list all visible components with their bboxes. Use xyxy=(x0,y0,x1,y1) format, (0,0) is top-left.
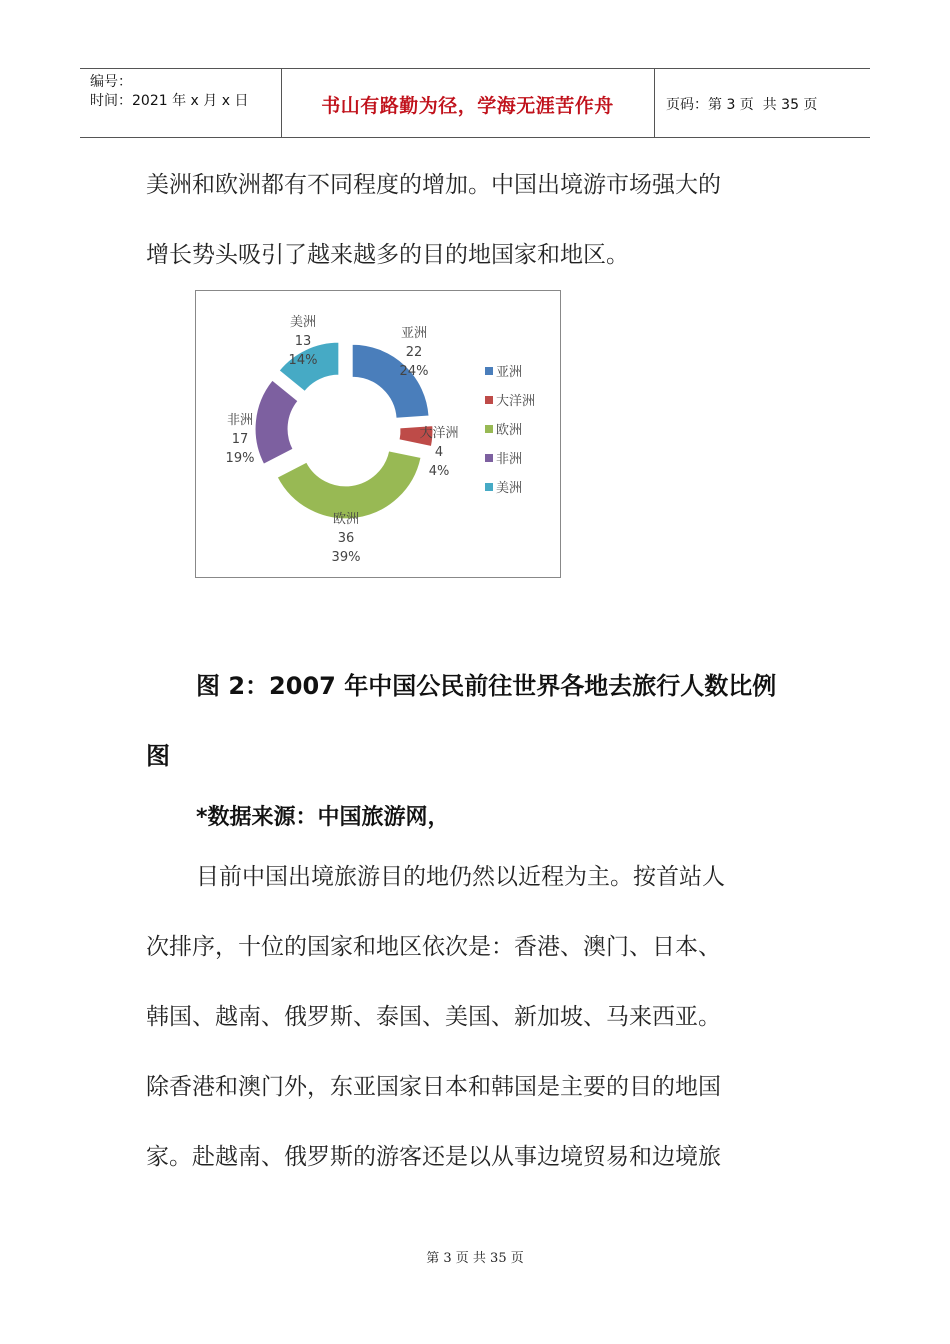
pie-slice-2 xyxy=(277,451,421,519)
slice-label-value: 4 xyxy=(434,445,444,460)
slice-label-name: 亚洲 xyxy=(400,326,428,341)
slice-label-name: 非洲 xyxy=(226,413,254,428)
data-source-note: *数据来源：中国旅游网， xyxy=(196,805,450,830)
legend-label: 亚洲 xyxy=(496,365,523,380)
paragraph-line: 增长势头吸引了越来越多的目的地国家和地区。 xyxy=(146,242,629,268)
slice-label-value: 36 xyxy=(337,531,355,546)
slice-label-value: 17 xyxy=(231,432,249,447)
slice-label-name: 欧洲 xyxy=(332,512,360,527)
header-divider xyxy=(654,69,655,137)
date-label: 时间：2021 年 x 月 x 日 xyxy=(90,93,249,109)
figure-caption-continued: 图 xyxy=(146,742,170,770)
paragraph-line: 除香港和澳门外，东亚国家日本和韩国是主要的目的地国 xyxy=(146,1074,721,1100)
legend-swatch xyxy=(485,367,493,375)
slice-label-percent: 24% xyxy=(399,364,429,379)
slice-label-percent: 14% xyxy=(288,353,318,368)
slice-label-percent: 39% xyxy=(331,550,361,565)
legend-label: 大洋洲 xyxy=(496,394,536,409)
page-footer: 第 3 页 共 35 页 xyxy=(426,1251,524,1266)
legend-label: 非洲 xyxy=(496,452,523,467)
slice-label-value: 22 xyxy=(405,345,423,360)
slice-label-percent: 19% xyxy=(225,451,255,466)
legend-label: 美洲 xyxy=(496,481,523,496)
legend-swatch xyxy=(485,454,493,462)
slice-label-name: 美洲 xyxy=(289,315,317,330)
header-page-info: 页码：第 3 页 共 35 页 xyxy=(666,97,818,113)
slice-label-percent: 4% xyxy=(428,464,450,479)
legend-label: 欧洲 xyxy=(496,423,523,438)
page-header xyxy=(80,68,870,138)
paragraph-line: 次排序，十位的国家和地区依次是：香港、澳门、日本、 xyxy=(146,934,721,960)
legend-swatch xyxy=(485,483,493,491)
legend-swatch xyxy=(485,425,493,433)
doc-number-label: 编号： xyxy=(90,74,132,90)
pie-chart xyxy=(195,290,561,578)
slice-label-value: 13 xyxy=(294,334,312,349)
pie-slice-3 xyxy=(255,380,298,464)
header-motto: 书山有路勤为径，学海无涯苦作舟 xyxy=(321,95,614,117)
paragraph-line: 目前中国出境旅游目的地仍然以近程为主。按首站人 xyxy=(196,864,725,890)
paragraph-line: 韩国、越南、俄罗斯、泰国、美国、新加坡、马来西亚。 xyxy=(146,1004,721,1030)
header-meta xyxy=(90,73,248,111)
paragraph-line: 家。赴越南、俄罗斯的游客还是以从事边境贸易和边境旅 xyxy=(146,1144,721,1170)
slice-label-name: 大洋洲 xyxy=(419,426,459,441)
paragraph-line: 美洲和欧洲都有不同程度的增加。中国出境游市场强大的 xyxy=(146,172,721,198)
figure-caption: 图 2：2007 年中国公民前往世界各地去旅行人数比例 xyxy=(196,672,777,700)
legend-swatch xyxy=(485,396,493,404)
pie-chart-svg xyxy=(196,291,560,577)
